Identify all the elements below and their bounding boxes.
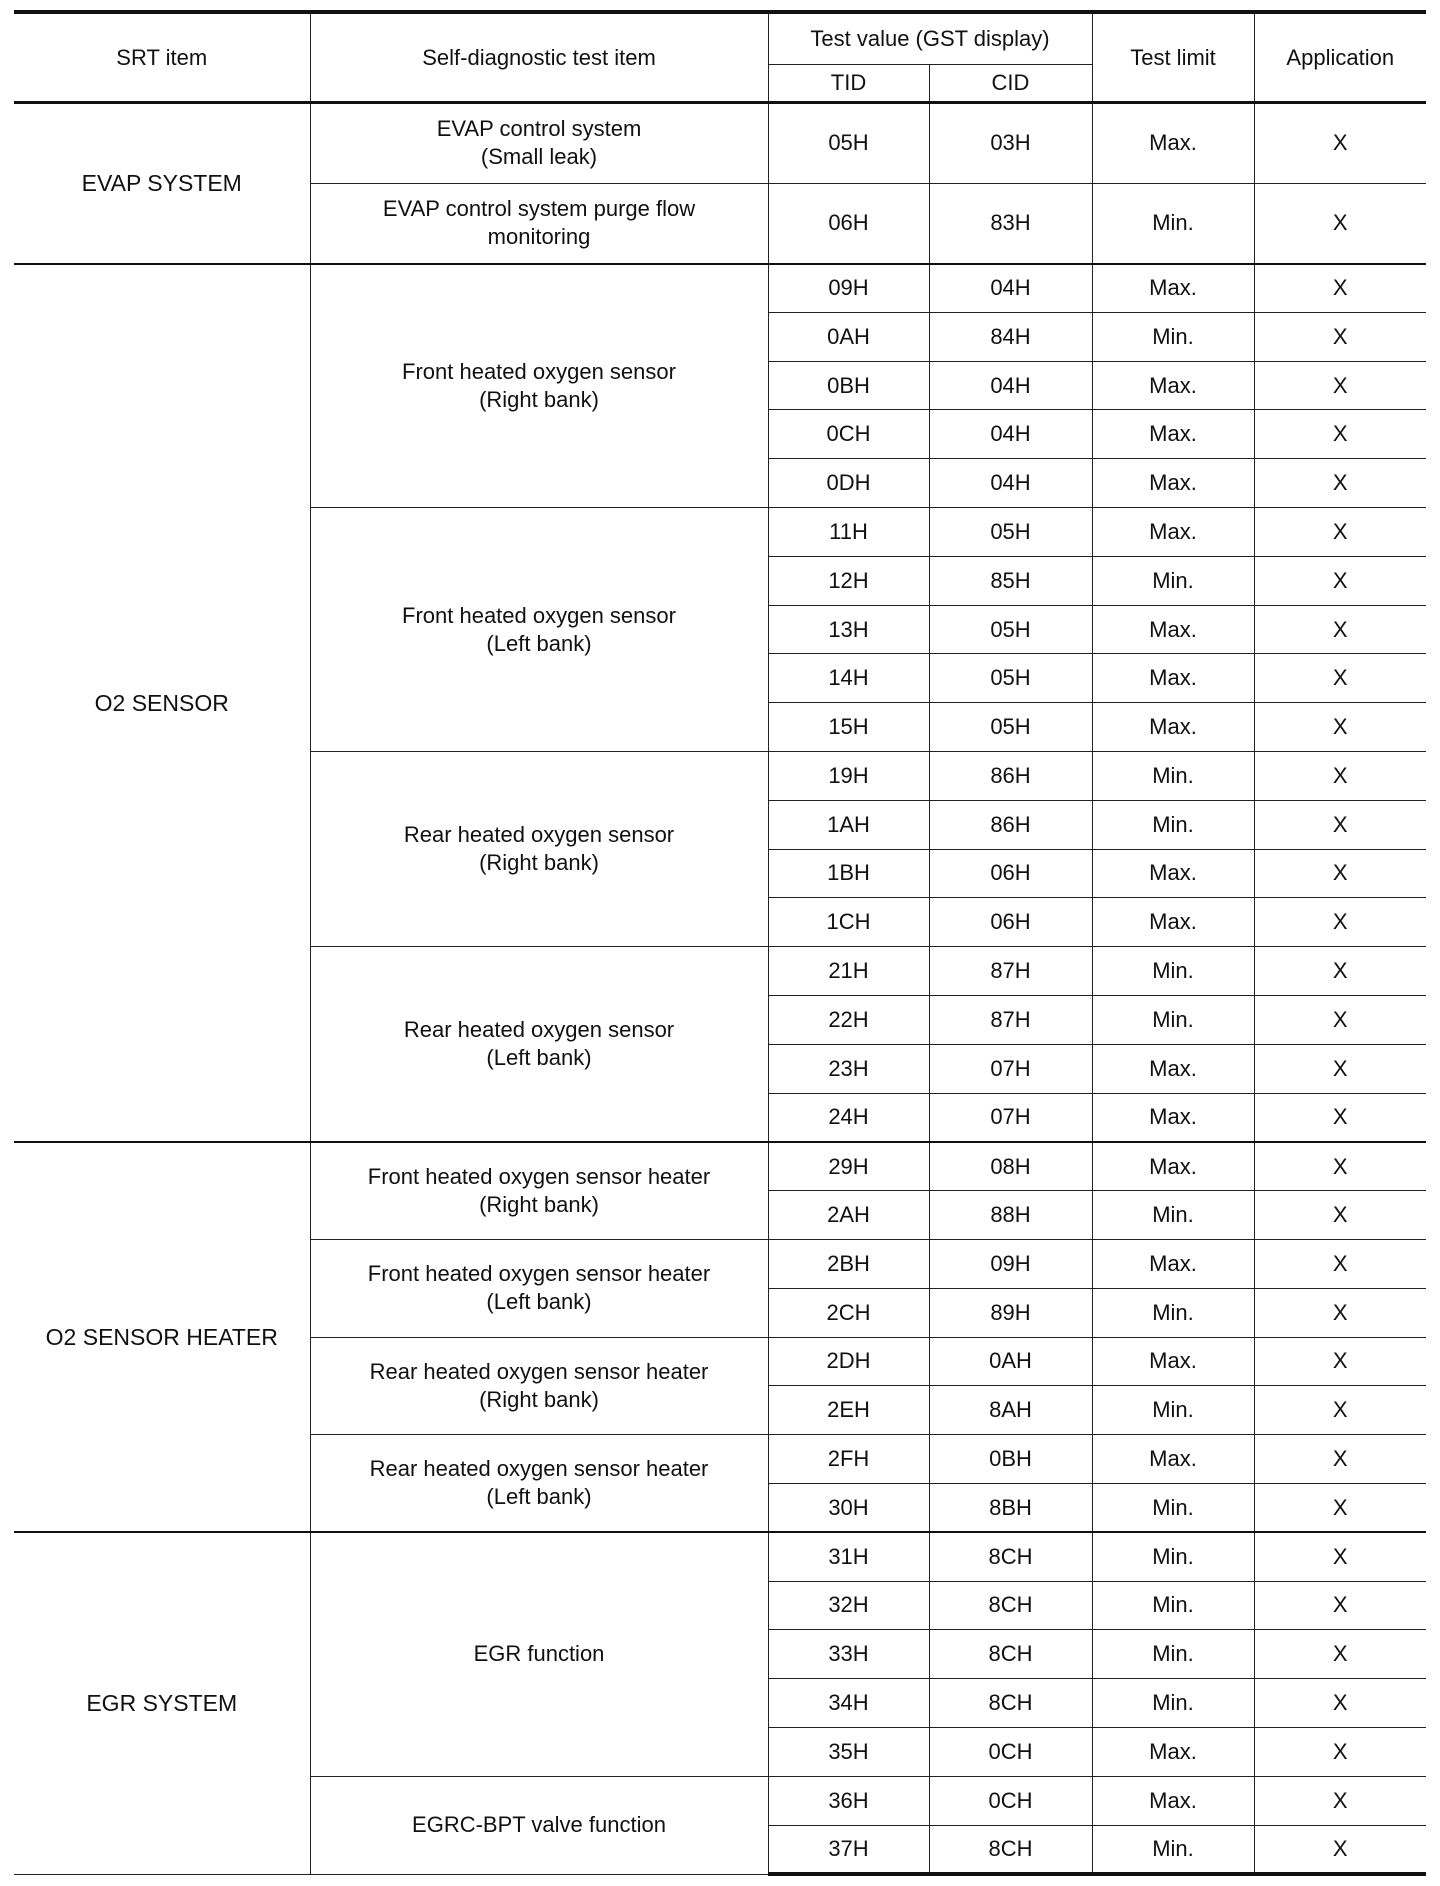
table-body	[14, 103, 1426, 1875]
cid-cell: 86H	[929, 800, 1092, 849]
cid-cell: 0AH	[929, 1337, 1092, 1386]
test-limit-cell: Min.	[1092, 947, 1254, 996]
cid-cell: 8AH	[929, 1386, 1092, 1435]
application-cell: X	[1254, 800, 1426, 849]
test-limit-cell: Min.	[1092, 312, 1254, 361]
test-item-cell: EVAP control system (Small leak)	[310, 103, 768, 184]
test-item-cell: Rear heated oxygen sensor heater (Left bank)	[310, 1435, 768, 1533]
application-cell: X	[1254, 1435, 1426, 1484]
cid-cell: 89H	[929, 1288, 1092, 1337]
tid-cell: 2BH	[768, 1239, 929, 1288]
test-limit-cell: Min.	[1092, 1483, 1254, 1532]
test-item-cell: EGRC-BPT valve function	[310, 1776, 768, 1874]
tid-cell: 06H	[768, 183, 929, 264]
cid-cell: 8CH	[929, 1679, 1092, 1728]
tid-cell: 31H	[768, 1532, 929, 1581]
cid-cell: 8CH	[929, 1630, 1092, 1679]
tid-cell: 23H	[768, 1044, 929, 1093]
cid-cell: 09H	[929, 1239, 1092, 1288]
srt-item-cell: EVAP SYSTEM	[14, 103, 310, 264]
tid-cell: 13H	[768, 605, 929, 654]
application-cell: X	[1254, 1630, 1426, 1679]
test-item-cell: Front heated oxygen sensor heater (Left bank)	[310, 1239, 768, 1337]
cid-cell: 04H	[929, 361, 1092, 410]
test-limit-cell: Min.	[1092, 1532, 1254, 1581]
test-item-cell: Front heated oxygen sensor (Right bank)	[310, 264, 768, 508]
cid-cell: 07H	[929, 1093, 1092, 1142]
cid-cell: 08H	[929, 1142, 1092, 1191]
tid-cell: 2CH	[768, 1288, 929, 1337]
application-cell: X	[1254, 1483, 1426, 1532]
srt-item-cell: O2 SENSOR HEATER	[14, 1142, 310, 1532]
cid-cell: 03H	[929, 103, 1092, 184]
application-cell: X	[1254, 752, 1426, 801]
cid-cell: 07H	[929, 1044, 1092, 1093]
cid-cell: 0BH	[929, 1435, 1092, 1484]
header-test-limit: Test limit	[1092, 12, 1254, 103]
application-cell: X	[1254, 183, 1426, 264]
application-cell: X	[1254, 264, 1426, 313]
test-limit-cell: Max.	[1092, 361, 1254, 410]
application-cell: X	[1254, 556, 1426, 605]
cid-cell: 8CH	[929, 1581, 1092, 1630]
test-limit-cell: Max.	[1092, 410, 1254, 459]
cid-cell: 8CH	[929, 1825, 1092, 1874]
test-limit-cell: Max.	[1092, 1337, 1254, 1386]
test-limit-cell: Max.	[1092, 654, 1254, 703]
test-limit-cell: Min.	[1092, 183, 1254, 264]
test-limit-cell: Min.	[1092, 556, 1254, 605]
application-cell: X	[1254, 410, 1426, 459]
test-limit-cell: Min.	[1092, 1581, 1254, 1630]
tid-cell: 12H	[768, 556, 929, 605]
tid-cell: 2DH	[768, 1337, 929, 1386]
header-srt-item: SRT item	[14, 12, 310, 103]
test-limit-cell: Min.	[1092, 1825, 1254, 1874]
test-limit-cell: Min.	[1092, 1386, 1254, 1435]
application-cell: X	[1254, 361, 1426, 410]
tid-cell: 37H	[768, 1825, 929, 1874]
tid-cell: 35H	[768, 1727, 929, 1776]
cid-cell: 05H	[929, 703, 1092, 752]
test-limit-cell: Max.	[1092, 1142, 1254, 1191]
test-limit-cell: Min.	[1092, 752, 1254, 801]
application-cell: X	[1254, 1581, 1426, 1630]
test-limit-cell: Max.	[1092, 1727, 1254, 1776]
header-tid: TID	[768, 65, 929, 103]
cid-cell: 84H	[929, 312, 1092, 361]
test-limit-cell: Min.	[1092, 800, 1254, 849]
header-test-value: Test value (GST display)	[768, 12, 1092, 65]
test-limit-cell: Min.	[1092, 1679, 1254, 1728]
tid-cell: 2EH	[768, 1386, 929, 1435]
srt-item-cell: O2 SENSOR	[14, 264, 310, 1142]
application-cell: X	[1254, 1776, 1426, 1825]
test-limit-cell: Max.	[1092, 1044, 1254, 1093]
application-cell: X	[1254, 1239, 1426, 1288]
table-header	[14, 12, 1426, 103]
application-cell: X	[1254, 508, 1426, 557]
application-cell: X	[1254, 654, 1426, 703]
test-limit-cell: Max.	[1092, 508, 1254, 557]
cid-cell: 87H	[929, 995, 1092, 1044]
cid-cell: 8CH	[929, 1532, 1092, 1581]
test-limit-cell: Max.	[1092, 103, 1254, 184]
application-cell: X	[1254, 312, 1426, 361]
cid-cell: 0CH	[929, 1727, 1092, 1776]
application-cell: X	[1254, 947, 1426, 996]
test-limit-cell: Min.	[1092, 1630, 1254, 1679]
tid-cell: 30H	[768, 1483, 929, 1532]
tid-cell: 32H	[768, 1581, 929, 1630]
application-cell: X	[1254, 1825, 1426, 1874]
test-limit-cell: Max.	[1092, 459, 1254, 508]
tid-cell: 0BH	[768, 361, 929, 410]
test-limit-cell: Max.	[1092, 849, 1254, 898]
table-row	[14, 1142, 1426, 1191]
tid-cell: 2AH	[768, 1191, 929, 1240]
cid-cell: 05H	[929, 508, 1092, 557]
cid-cell: 83H	[929, 183, 1092, 264]
tid-cell: 0DH	[768, 459, 929, 508]
test-item-cell: EVAP control system purge flow monitoring	[310, 183, 768, 264]
tid-cell: 1CH	[768, 898, 929, 947]
application-cell: X	[1254, 898, 1426, 947]
test-item-cell: Rear heated oxygen sensor heater (Right bank)	[310, 1337, 768, 1435]
test-limit-cell: Max.	[1092, 1239, 1254, 1288]
test-limit-cell: Max.	[1092, 703, 1254, 752]
header-cid: CID	[929, 65, 1092, 103]
test-item-cell: EGR function	[310, 1532, 768, 1776]
cid-cell: 04H	[929, 410, 1092, 459]
test-limit-cell: Max.	[1092, 1776, 1254, 1825]
cid-cell: 06H	[929, 898, 1092, 947]
cid-cell: 87H	[929, 947, 1092, 996]
cid-cell: 0CH	[929, 1776, 1092, 1825]
cid-cell: 8BH	[929, 1483, 1092, 1532]
cid-cell: 04H	[929, 459, 1092, 508]
tid-cell: 09H	[768, 264, 929, 313]
test-limit-cell: Max.	[1092, 264, 1254, 313]
application-cell: X	[1254, 849, 1426, 898]
tid-cell: 14H	[768, 654, 929, 703]
tid-cell: 1AH	[768, 800, 929, 849]
test-item-cell: Front heated oxygen sensor (Left bank)	[310, 508, 768, 752]
tid-cell: 29H	[768, 1142, 929, 1191]
tid-cell: 22H	[768, 995, 929, 1044]
application-cell: X	[1254, 1532, 1426, 1581]
test-limit-cell: Min.	[1092, 1288, 1254, 1337]
test-item-cell: Rear heated oxygen sensor (Left bank)	[310, 947, 768, 1142]
tid-cell: 15H	[768, 703, 929, 752]
test-item-cell: Rear heated oxygen sensor (Right bank)	[310, 752, 768, 947]
tid-cell: 19H	[768, 752, 929, 801]
test-limit-cell: Max.	[1092, 1435, 1254, 1484]
test-limit-cell: Max.	[1092, 898, 1254, 947]
tid-cell: 05H	[768, 103, 929, 184]
table-row	[14, 103, 1426, 184]
tid-cell: 34H	[768, 1679, 929, 1728]
application-cell: X	[1254, 605, 1426, 654]
test-limit-cell: Min.	[1092, 1191, 1254, 1240]
application-cell: X	[1254, 1679, 1426, 1728]
tid-cell: 33H	[768, 1630, 929, 1679]
test-limit-cell: Max.	[1092, 1093, 1254, 1142]
cid-cell: 88H	[929, 1191, 1092, 1240]
application-cell: X	[1254, 1142, 1426, 1191]
tid-cell: 36H	[768, 1776, 929, 1825]
application-cell: X	[1254, 1727, 1426, 1776]
application-cell: X	[1254, 1191, 1426, 1240]
tid-cell: 21H	[768, 947, 929, 996]
tid-cell: 11H	[768, 508, 929, 557]
cid-cell: 06H	[929, 849, 1092, 898]
application-cell: X	[1254, 459, 1426, 508]
application-cell: X	[1254, 103, 1426, 184]
table-row	[14, 264, 1426, 313]
cid-cell: 85H	[929, 556, 1092, 605]
application-cell: X	[1254, 1093, 1426, 1142]
header-application: Application	[1254, 12, 1426, 103]
test-item-cell: Front heated oxygen sensor heater (Right bank)	[310, 1142, 768, 1240]
cid-cell: 05H	[929, 605, 1092, 654]
cid-cell: 04H	[929, 264, 1092, 313]
test-limit-cell: Max.	[1092, 605, 1254, 654]
application-cell: X	[1254, 1337, 1426, 1386]
srt-item-cell: EGR SYSTEM	[14, 1532, 310, 1874]
tid-cell: 0CH	[768, 410, 929, 459]
srt-table	[14, 10, 1426, 1876]
tid-cell: 0AH	[768, 312, 929, 361]
application-cell: X	[1254, 995, 1426, 1044]
tid-cell: 1BH	[768, 849, 929, 898]
application-cell: X	[1254, 703, 1426, 752]
table-row	[14, 1532, 1426, 1581]
tid-cell: 2FH	[768, 1435, 929, 1484]
tid-cell: 24H	[768, 1093, 929, 1142]
application-cell: X	[1254, 1386, 1426, 1435]
application-cell: X	[1254, 1044, 1426, 1093]
test-limit-cell: Min.	[1092, 995, 1254, 1044]
header-self-diagnostic-test-item: Self-diagnostic test item	[310, 12, 768, 103]
cid-cell: 05H	[929, 654, 1092, 703]
cid-cell: 86H	[929, 752, 1092, 801]
application-cell: X	[1254, 1288, 1426, 1337]
